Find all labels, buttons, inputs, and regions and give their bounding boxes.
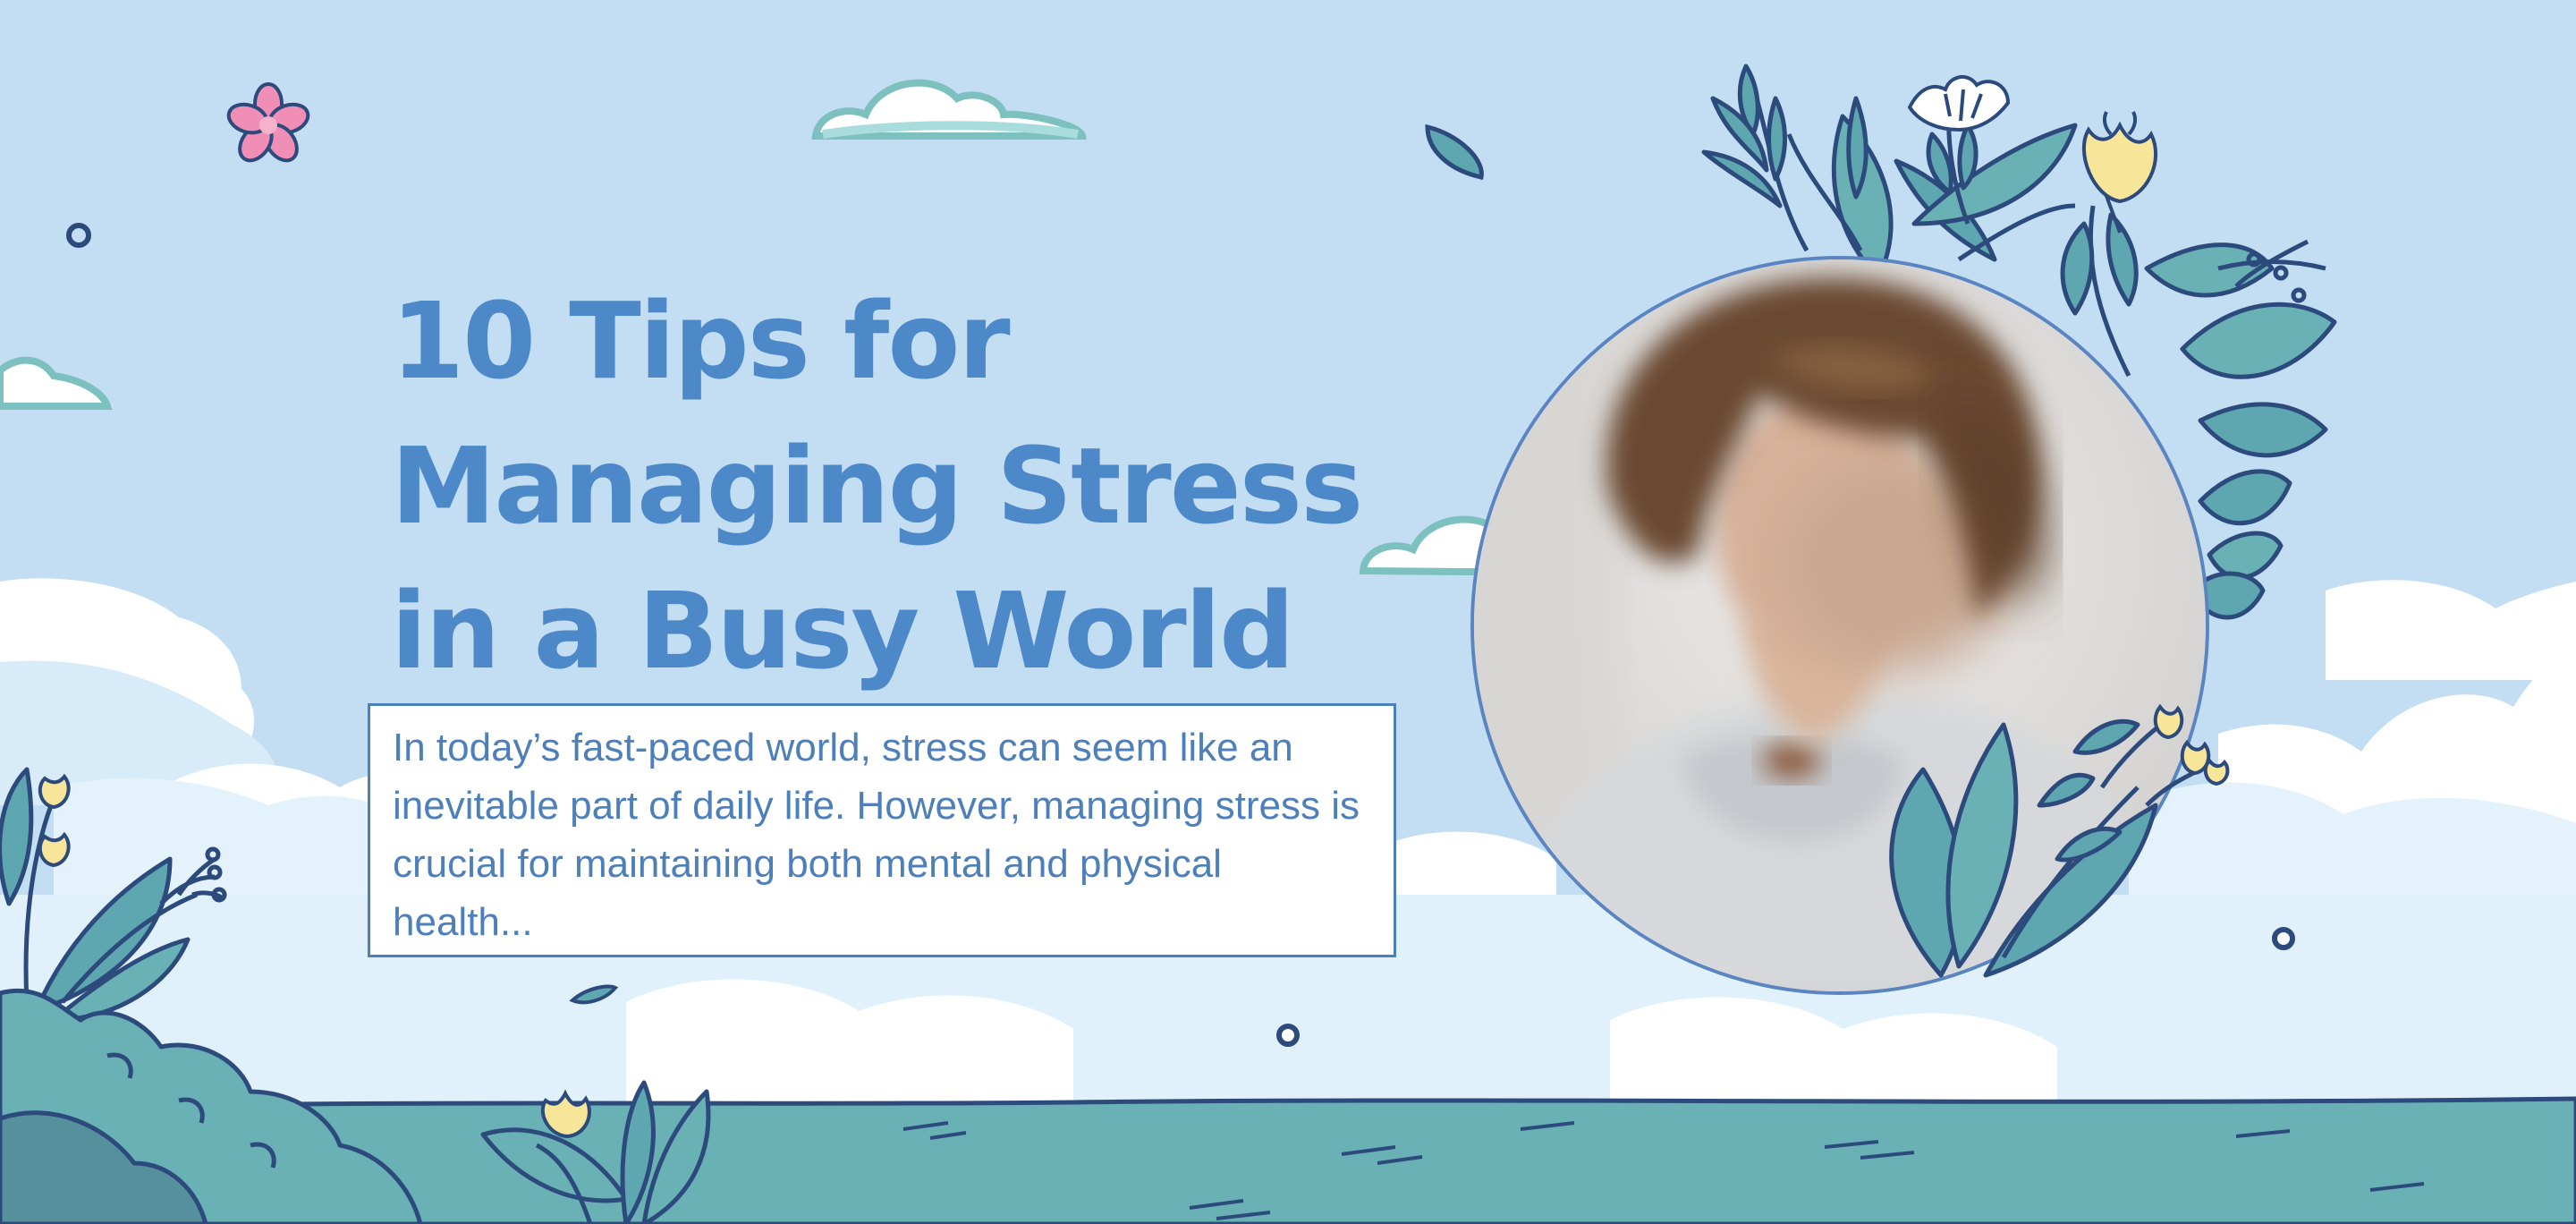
- dot-decoration: [69, 225, 89, 245]
- title-line: in a Busy World: [391, 569, 1293, 693]
- title-line: 10 Tips for: [391, 279, 1009, 403]
- leaf-icon: [1428, 127, 1481, 177]
- title-line: Managing Stress: [391, 424, 1362, 548]
- portrait-illustration: [1474, 259, 2206, 991]
- pink-flower-icon: [225, 84, 312, 166]
- yellow-flower-icon: [2084, 112, 2156, 233]
- page-title: [391, 268, 1464, 703]
- dot-decoration: [2275, 930, 2292, 948]
- small-cloud-top: [816, 83, 1082, 136]
- excerpt-box: [368, 703, 1396, 957]
- dot-decoration: [1279, 1026, 1297, 1044]
- portrait-photo: [1470, 256, 2209, 995]
- white-flower-icon: [1910, 77, 2008, 130]
- small-cloud-left: [0, 361, 107, 406]
- excerpt-text: In today’s fast-paced world, stress can seem like an inevitable part of daily life. However, managing stress is crucial for maintaining both mental and physical health...: [393, 726, 1360, 944]
